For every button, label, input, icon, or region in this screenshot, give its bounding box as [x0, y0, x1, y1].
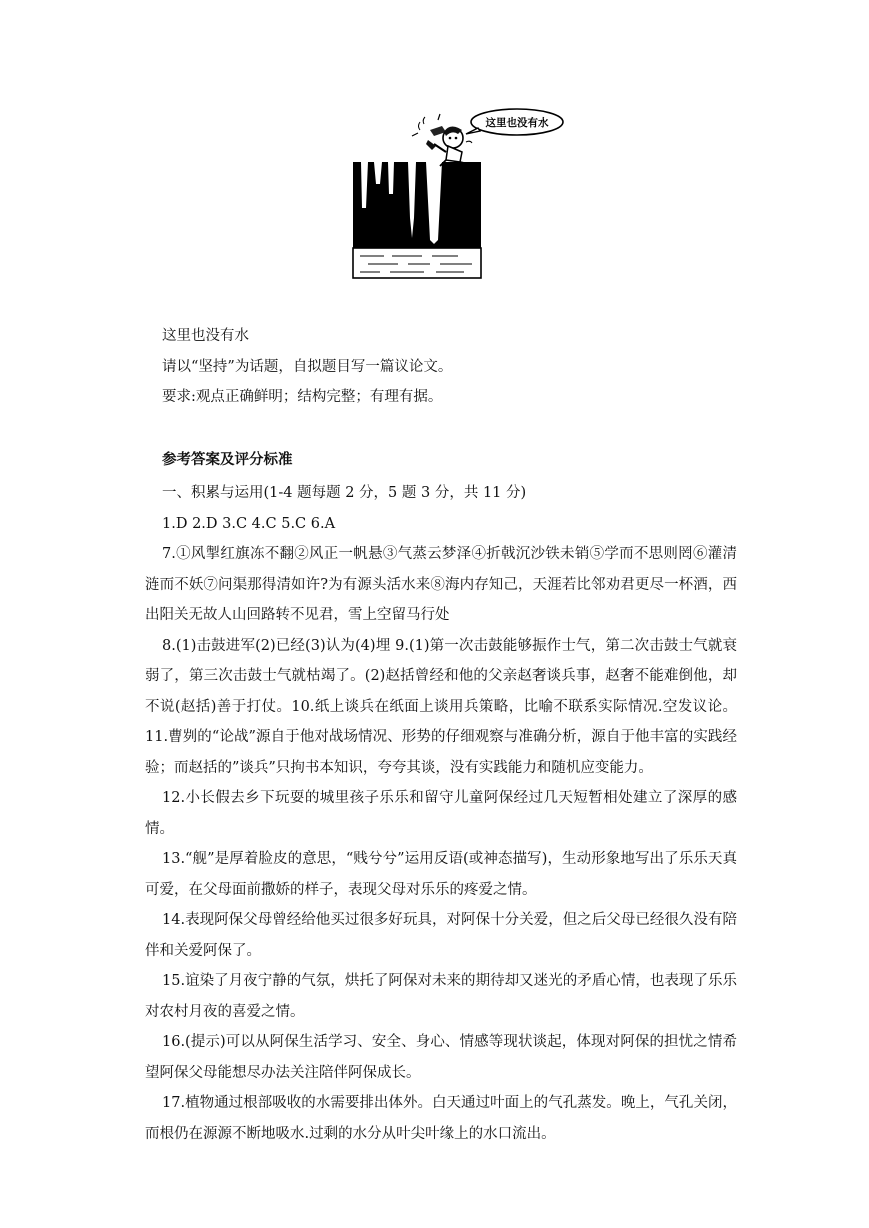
digger-cartoon-icon [350, 100, 570, 290]
answer-key-body [145, 478, 737, 1149]
writing-task: 请以“坚持”为话题，自拟题目写一篇议论文。 [162, 359, 453, 375]
answer-key-title: 参考答案及评分标准 [162, 451, 293, 468]
answer-paragraph: 17.植物通过根部吸收的水需要排出体外。白天通过叶面上的气孔蒸发。晚上，气孔关闭，而根仍在源源不断地吸水.过剩的水分从叶尖叶缘上的水口流出。 [145, 1095, 737, 1142]
writing-requirements: 要求:观点正确鲜明；结构完整；有理有据。 [162, 389, 443, 405]
answer-paragraph: 12.小长假去乡下玩耍的城里孩子乐乐和留守儿童阿保经过几天短暂相处建立了深厚的感情。 [145, 790, 737, 837]
answer-paragraph: 7.①风掣红旗冻不翻②风正一帆悬③气蒸云梦泽④折戟沉沙铁未销⑤学而不思则罔⑥灌清涟而不妖⑦问渠那得清如许?为有源头活水来⑧海内存知己，天涯若比邻劝君更尽一杯酒，西出阳关无故人山回路转不见君，雪上空留马行处 [145, 546, 737, 623]
cartoon-caption: 这里也没有水 [162, 328, 249, 344]
ground-with-wells [353, 162, 481, 278]
answer-paragraph: 13.“舰”是厚着脸皮的意思，“贱兮兮”运用反语(或神态描写)，生动形象地写出了乐乐天真可爱，在父母面前撒娇的样子，表现父母对乐乐的疼爱之情。 [145, 851, 737, 898]
answer-paragraph: 16.(提示)可以从阿保生活学习、安全、身心、情感等现状谈起，体现对阿保的担忧之情希望阿保父母能想尽办法关注陪伴阿保成长。 [145, 1034, 737, 1081]
answer-paragraph: 14.表现阿保父母曾经给他买过很多好玩具，对阿保十分关爱，但之后父母已经很久没有陪伴和关爱阿保了。 [145, 912, 737, 959]
answer-paragraph: 一、积累与运用(1-4 题每题 2 分，5 题 3 分，共 11 分) [162, 485, 527, 501]
speech-bubble-text: 这里也没有水 [485, 117, 549, 129]
answer-paragraph: 8.(1)击鼓进军(2)已经(3)认为(4)埋 9.(1)第一次击鼓能够振作士气，第二次击鼓士气就衰弱了，第三次击鼓士气就枯竭了。(2)赵括曾经和他的父亲赵奢谈兵事，赵奢不能难倒他，却不说(赵括)善于打仗。10.纸上谈兵在纸面上谈用兵策略，比喻不联系实际情况.空发议论。11.曹刿的“论战”源自于他对战场情况、形势的仔细观察与准确分析，源自于他丰富的实践经验；而赵括的”谈兵”只拘书本知识，夸夸其谈，没有实践能力和随机应变能力。 [145, 637, 737, 776]
answer-paragraph: 15.谊染了月夜宁静的气氛，烘托了阿保对未来的期待却又迷光的矛盾心情，也表现了乐乐对农村月夜的喜爱之情。 [145, 973, 737, 1020]
answer-paragraph: 1.D 2.D 3.C 4.C 5.C 6.A [162, 515, 336, 532]
digger-figure-icon [412, 114, 472, 166]
